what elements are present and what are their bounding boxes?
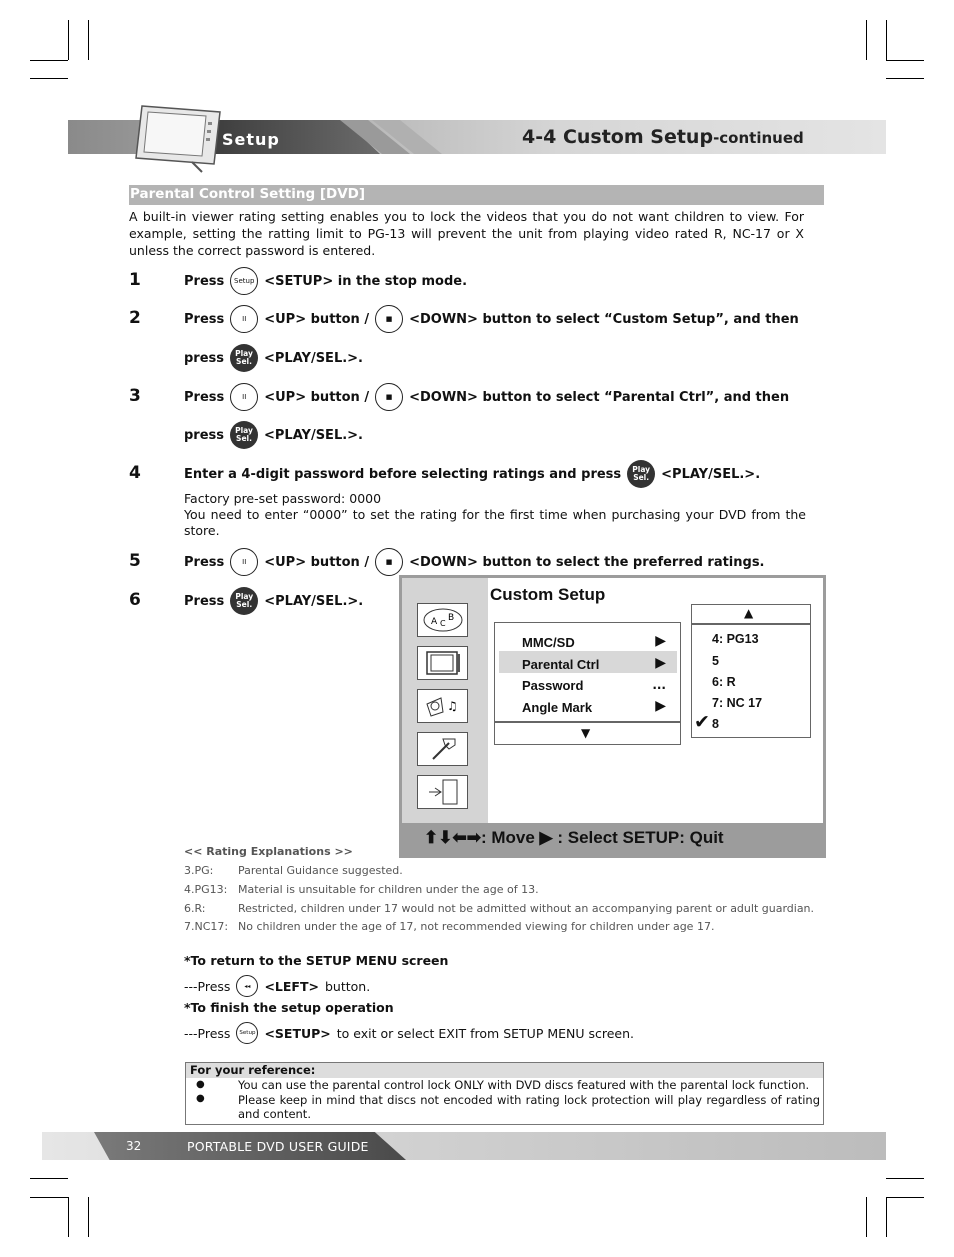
menu-divider	[495, 721, 680, 723]
step-number: 6	[129, 590, 141, 610]
reference-box	[185, 1062, 824, 1125]
osd-title: Custom Setup	[490, 585, 606, 604]
menu-item-password[interactable]: Password	[522, 678, 584, 693]
step-2-cont: press Play Sel. <PLAY/SEL.>.	[184, 344, 363, 372]
crop-mark	[68, 20, 69, 60]
step-3: Press II <UP> button / ■ <DOWN> button to select “Parental Ctrl”, and then	[184, 383, 789, 411]
crop-mark	[88, 20, 89, 60]
step-3-cont: press Play Sel. <PLAY/SEL.>.	[184, 421, 363, 449]
scroll-up-arrow-icon[interactable]: ▲	[744, 606, 754, 620]
crop-mark	[886, 1178, 924, 1179]
step-number: 3	[129, 386, 141, 406]
rating-item[interactable]: 5	[712, 654, 719, 668]
osd-footer-hint: ⬆⬇⬅➡: Move ▶ : Select SETUP: Quit	[424, 828, 724, 847]
play-sel-button-icon: Play Sel.	[627, 460, 655, 488]
crop-mark	[30, 60, 68, 61]
step-6: Press Play Sel. <PLAY/SEL.>.	[184, 587, 363, 615]
rating-divider	[692, 623, 810, 625]
crop-mark	[68, 1197, 69, 1237]
left-button-icon: ◂◂	[236, 975, 258, 997]
setup-button-icon: Setup	[230, 267, 258, 295]
menu-item-parental-ctrl[interactable]: Parental Ctrl	[522, 657, 600, 672]
password-note: Factory pre-set password: 0000 You need to enter “0000” to set the rating for the first time when purchasing your DVD from the store.	[184, 491, 806, 538]
step-number: 1	[129, 270, 141, 290]
down-button-icon: ■	[375, 383, 403, 411]
svg-text:B: B	[447, 613, 454, 623]
play-sel-button-icon: Play Sel.	[230, 587, 258, 615]
play-sel-button-icon: Play Sel.	[230, 421, 258, 449]
up-button-icon: II	[230, 383, 258, 411]
step-number: 4	[129, 463, 141, 483]
exit-door-icon[interactable]	[417, 775, 468, 809]
rating-expl-row: 4.PG13: Material is unsuitable for children under the age of 13.	[184, 883, 539, 896]
language-icon[interactable]	[417, 603, 468, 637]
bullet: ●	[196, 1079, 205, 1090]
rating-explanations-heading: << Rating Explanations >>	[184, 845, 353, 858]
bullet: ●	[196, 1093, 205, 1104]
rating-expl-row: 3.PG: Parental Guidance suggested.	[184, 864, 403, 877]
rating-item[interactable]: 4: PG13	[712, 632, 759, 646]
footer-guide-title: PORTABLE DVD USER GUIDE	[187, 1139, 369, 1154]
audio-icon[interactable]	[417, 689, 468, 723]
crop-mark	[866, 1197, 867, 1237]
osd-menu	[494, 622, 681, 745]
section-title-bar	[129, 185, 824, 205]
reference-body: You can use the parental control lock ONLY with DVD discs featured with the parental lock function. Please keep in mind that discs not encoded with rating lock protection will play regardless of rating and content.	[238, 1078, 820, 1121]
down-button-icon: ■	[375, 305, 403, 333]
menu-item-angle-mark[interactable]: Angle Mark	[522, 700, 593, 715]
crop-mark	[886, 1197, 887, 1237]
crop-mark	[886, 20, 887, 60]
up-button-icon: II	[230, 305, 258, 333]
setup-button-icon: Setup	[236, 1022, 258, 1044]
rating-expl-row: 7.NC17: No children under the age of 17, not recommended viewing for children under age 17.	[184, 920, 715, 933]
return-instruction: ---Press ◂◂ <LEFT> button.	[184, 975, 370, 997]
step-5: Press II <UP> button / ■ <DOWN> button to select the preferred ratings.	[184, 548, 765, 576]
svg-text:♫: ♫	[446, 699, 458, 713]
rating-item[interactable]: 6: R	[712, 675, 736, 689]
svg-text:C: C	[439, 619, 446, 628]
finish-instruction: ---Press Setup <SETUP> to exit or select EXIT from SETUP MENU screen.	[184, 1022, 634, 1044]
crop-mark	[30, 1197, 68, 1198]
rating-list	[691, 604, 811, 738]
return-heading: *To return to the SETUP MENU screen	[184, 953, 449, 968]
down-button-icon: ■	[375, 548, 403, 576]
up-button-icon: II	[230, 548, 258, 576]
crop-mark	[886, 1197, 924, 1198]
rating-item[interactable]: 8	[712, 717, 719, 731]
crop-mark	[88, 1197, 89, 1237]
step-2: Press II <UP> button / ■ <DOWN> button to select “Custom Setup”, and then	[184, 305, 799, 333]
checkmark-icon: ✔	[694, 711, 710, 733]
crop-mark	[886, 78, 924, 79]
reference-heading: For your reference:	[186, 1063, 823, 1078]
step-number: 2	[129, 308, 141, 328]
scroll-down-arrow-icon[interactable]: ▼	[581, 726, 591, 740]
menu-item-mmc-sd[interactable]: MMC/SD	[522, 635, 575, 650]
hammer-icon[interactable]	[417, 732, 468, 766]
tablet-device-icon	[132, 104, 224, 174]
page-title: 4-4 Custom Setup-continued	[522, 126, 804, 148]
arrow-keys-icon: ⬆⬇⬅➡	[424, 828, 481, 847]
play-sel-button-icon: Play Sel.	[230, 344, 258, 372]
svg-text:A: A	[430, 617, 437, 627]
page-number: 32	[126, 1139, 142, 1153]
step-number: 5	[129, 551, 141, 571]
crop-mark	[866, 20, 867, 60]
crop-mark	[30, 78, 68, 79]
menu-arrow-right-icon: ▶	[655, 633, 666, 649]
tv-display-icon[interactable]	[417, 646, 468, 680]
menu-arrow-right-icon: ▶	[655, 698, 666, 714]
intro-paragraph: A built-in viewer rating setting enables you to lock the videos that you do not want children to view. For example, setting the ratting limit to PG-13 will prevent the unit from playing video rated R, NC-17 or X unless the correct password is entered.	[129, 209, 804, 258]
menu-ellipsis: ...	[652, 678, 666, 692]
finish-heading: *To finish the setup operation	[184, 1000, 394, 1015]
crop-mark	[886, 60, 924, 61]
section-title: Parental Control Setting [DVD]	[130, 186, 366, 202]
step-4: Enter a 4-digit password before selecting ratings and press Play Sel. <PLAY/SEL.>.	[184, 460, 760, 488]
menu-arrow-right-icon: ▶	[655, 655, 666, 671]
section-tab-label: Setup	[222, 130, 280, 149]
crop-mark	[30, 1178, 68, 1179]
rating-item[interactable]: 7: NC 17	[712, 696, 763, 710]
rating-expl-row: 6.R: Restricted, children under 17 would not be admitted without an accompanying parent or adult guardian.	[184, 902, 815, 915]
step-1: Press Setup <SETUP> in the stop mode.	[184, 267, 467, 295]
